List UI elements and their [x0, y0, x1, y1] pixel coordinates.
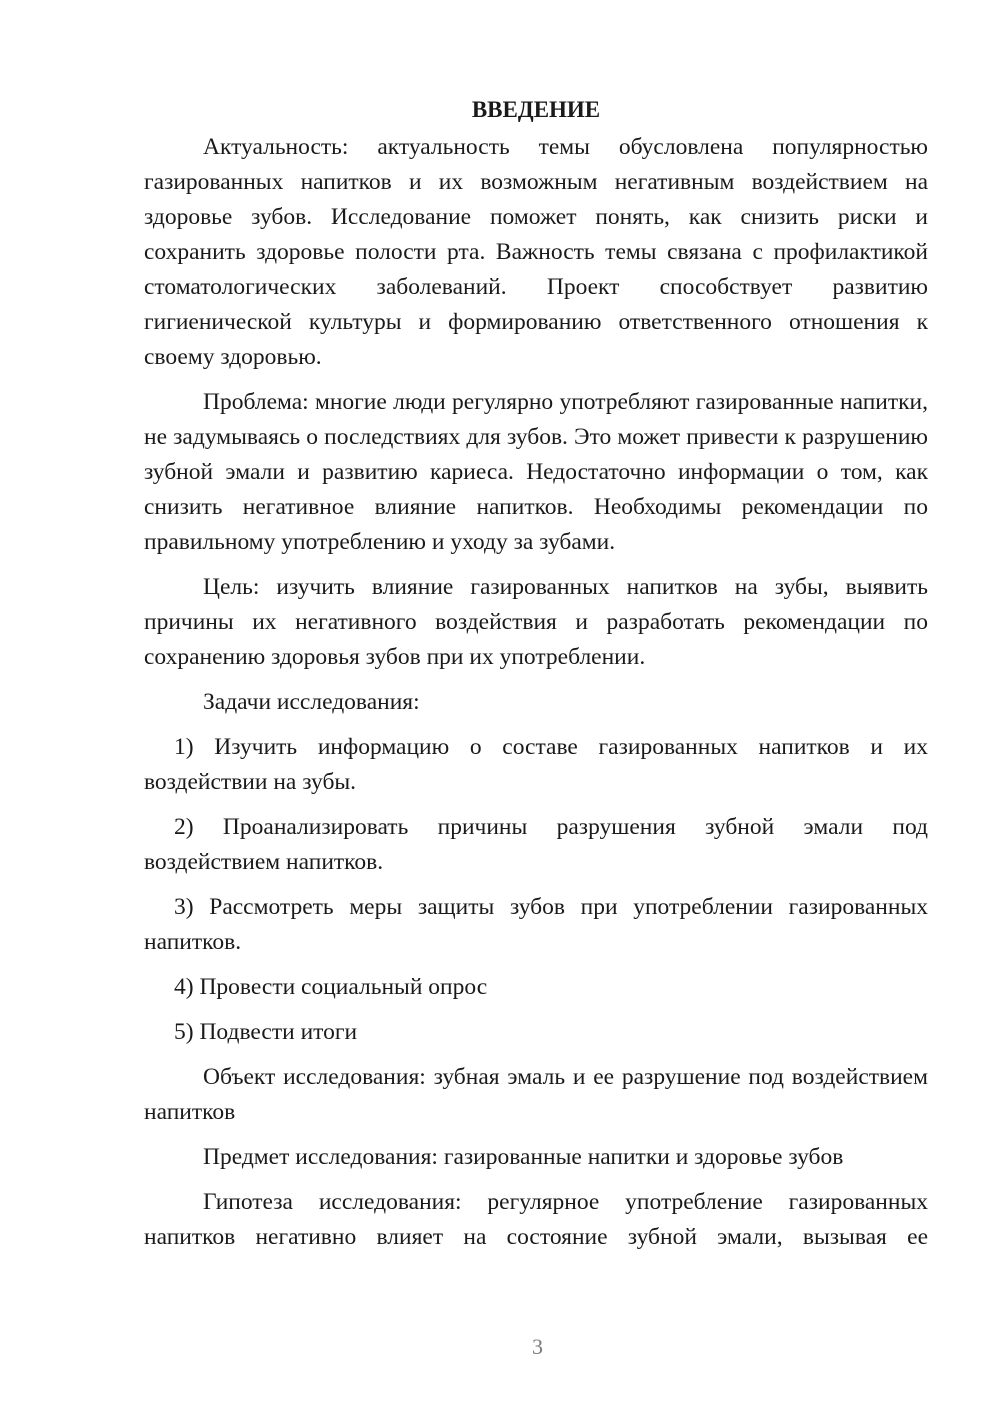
task-item-4: 4) Провести социальный опрос — [174, 974, 488, 1000]
task-item-2: 2) Проанализировать причины разрушения зубной эмали под воздействием напитков. — [144, 814, 928, 875]
hypothesis-paragraph: Гипотеза исследования: регулярное употребление газированных напитков негативно влияет на состояние зубной эмали, вызывая ее — [144, 1189, 928, 1250]
task-item-1: 1) Изучить информацию о составе газированных напитков и их воздействии на зубы. — [144, 734, 928, 795]
relevance-paragraph: Актуальность: актуальность темы обусловлена популярностью газированных напитков и их возможным негативным воздействием на здоровье зубов. Исследование поможет понять, как снизить риски и сохранить здоровье полости рта. Важность темы связана с профилактикой стоматологических заболеваний. Проект способствует развитию гигиенической культуры и формированию ответственного отношения к своему здоровью. — [144, 134, 928, 370]
task-item-5: 5) Подвести итоги — [174, 1019, 358, 1045]
page-number: 3 — [532, 1334, 543, 1359]
section-heading: ВВЕДЕНИЕ — [471, 97, 601, 122]
problem-paragraph: Проблема: многие люди регулярно употребляют газированные напитки, не задумываясь о последствиях для зубов. Это может привести к разрушению зубной эмали и развитию кариеса. Недостаточно информации о том, как снизить негативное влияние напитков. Необходимы рекомендации по правильному употреблению и уходу за зубами. — [144, 389, 928, 555]
subject-paragraph: Предмет исследования: газированные напитки и здоровье зубов — [203, 1144, 844, 1170]
object-paragraph: Объект исследования: зубная эмаль и ее разрушение под воздействием напитков — [144, 1064, 928, 1125]
tasks-title: Задачи исследования: — [203, 689, 420, 715]
page-content — [144, 92, 928, 1265]
goal-paragraph: Цель: изучить влияние газированных напитков на зубы, выявить причины их негативного воздействия и разработать рекомендации по сохранению здоровья зубов при их употреблении. — [144, 574, 928, 670]
task-item-3: 3) Рассмотреть меры защиты зубов при употреблении газированных напитков. — [144, 894, 928, 955]
